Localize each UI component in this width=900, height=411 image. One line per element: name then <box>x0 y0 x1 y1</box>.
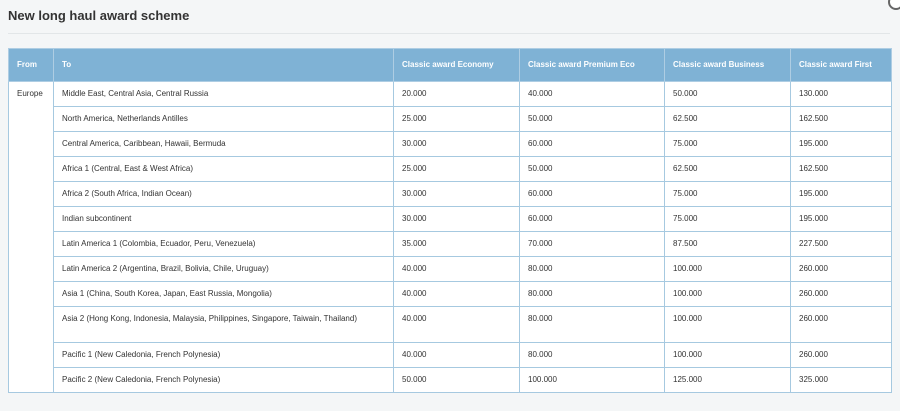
table-row <box>9 207 892 232</box>
title-divider <box>8 33 890 34</box>
header-premium-eco: Classic award Premium Eco <box>520 49 665 82</box>
table-row <box>9 182 892 207</box>
premium-eco-cell: 60.000 <box>520 207 665 232</box>
economy-cell: 30.000 <box>394 207 520 232</box>
header-from: From <box>9 49 54 82</box>
first-cell: 130.000 <box>791 82 892 107</box>
to-cell: Pacific 1 (New Caledonia, French Polynesia) <box>54 343 394 368</box>
business-cell: 75.000 <box>665 182 791 207</box>
first-cell: 162.500 <box>791 157 892 182</box>
business-cell: 100.000 <box>665 343 791 368</box>
economy-cell: 20.000 <box>394 82 520 107</box>
premium-eco-cell: 80.000 <box>520 343 665 368</box>
header-first: Classic award First <box>791 49 892 82</box>
to-cell: Middle East, Central Asia, Central Russia <box>54 82 394 107</box>
economy-cell: 35.000 <box>394 232 520 257</box>
premium-eco-cell: 60.000 <box>520 132 665 157</box>
to-cell: Central America, Caribbean, Hawaii, Bermuda <box>54 132 394 157</box>
premium-eco-cell: 60.000 <box>520 182 665 207</box>
economy-cell: 50.000 <box>394 368 520 393</box>
table-row <box>9 307 892 343</box>
header-economy: Classic award Economy <box>394 49 520 82</box>
premium-eco-cell: 40.000 <box>520 82 665 107</box>
table-row <box>9 157 892 182</box>
circle-icon <box>888 0 900 10</box>
premium-eco-cell: 100.000 <box>520 368 665 393</box>
header-to: To <box>54 49 394 82</box>
table-row <box>9 343 892 368</box>
to-cell: Latin America 2 (Argentina, Brazil, Bolivia, Chile, Uruguay) <box>54 257 394 282</box>
premium-eco-cell: 70.000 <box>520 232 665 257</box>
first-cell: 260.000 <box>791 307 892 343</box>
business-cell: 125.000 <box>665 368 791 393</box>
first-cell: 260.000 <box>791 257 892 282</box>
to-cell: North America, Netherlands Antilles <box>54 107 394 132</box>
page-title: New long haul award scheme <box>8 8 190 23</box>
table-row <box>9 107 892 132</box>
business-cell: 50.000 <box>665 82 791 107</box>
first-cell: 227.500 <box>791 232 892 257</box>
award-table-container <box>8 48 891 393</box>
premium-eco-cell: 80.000 <box>520 307 665 343</box>
economy-cell: 25.000 <box>394 107 520 132</box>
first-cell: 260.000 <box>791 282 892 307</box>
premium-eco-cell: 80.000 <box>520 257 665 282</box>
premium-eco-cell: 50.000 <box>520 157 665 182</box>
economy-cell: 30.000 <box>394 132 520 157</box>
to-cell: Pacific 2 (New Caledonia, French Polynesia) <box>54 368 394 393</box>
economy-cell: 40.000 <box>394 257 520 282</box>
first-cell: 162.500 <box>791 107 892 132</box>
business-cell: 100.000 <box>665 307 791 343</box>
first-cell: 195.000 <box>791 132 892 157</box>
to-cell: Asia 1 (China, South Korea, Japan, East Russia, Mongolia) <box>54 282 394 307</box>
first-cell: 325.000 <box>791 368 892 393</box>
table-row <box>9 282 892 307</box>
economy-cell: 25.000 <box>394 157 520 182</box>
premium-eco-cell: 80.000 <box>520 282 665 307</box>
business-cell: 75.000 <box>665 207 791 232</box>
first-cell: 195.000 <box>791 207 892 232</box>
to-cell: Indian subcontinent <box>54 207 394 232</box>
business-cell: 62.500 <box>665 107 791 132</box>
business-cell: 62.500 <box>665 157 791 182</box>
table-row <box>9 82 892 107</box>
header-business: Classic award Business <box>665 49 791 82</box>
economy-cell: 40.000 <box>394 307 520 343</box>
table-body <box>9 82 892 393</box>
table-header-row <box>9 49 892 82</box>
to-cell: Latin America 1 (Colombia, Ecuador, Peru, Venezuela) <box>54 232 394 257</box>
economy-cell: 30.000 <box>394 182 520 207</box>
business-cell: 100.000 <box>665 257 791 282</box>
economy-cell: 40.000 <box>394 282 520 307</box>
table-row <box>9 257 892 282</box>
first-cell: 195.000 <box>791 182 892 207</box>
table-row <box>9 368 892 393</box>
award-table <box>8 48 892 393</box>
from-cell: Europe <box>9 82 54 393</box>
first-cell: 260.000 <box>791 343 892 368</box>
to-cell: Asia 2 (Hong Kong, Indonesia, Malaysia, Philippines, Singapore, Taiwain, Thailand) <box>54 307 394 343</box>
premium-eco-cell: 50.000 <box>520 107 665 132</box>
business-cell: 75.000 <box>665 132 791 157</box>
table-row <box>9 232 892 257</box>
to-cell: Africa 1 (Central, East & West Africa) <box>54 157 394 182</box>
business-cell: 87.500 <box>665 232 791 257</box>
economy-cell: 40.000 <box>394 343 520 368</box>
business-cell: 100.000 <box>665 282 791 307</box>
to-cell: Africa 2 (South Africa, Indian Ocean) <box>54 182 394 207</box>
table-row <box>9 132 892 157</box>
